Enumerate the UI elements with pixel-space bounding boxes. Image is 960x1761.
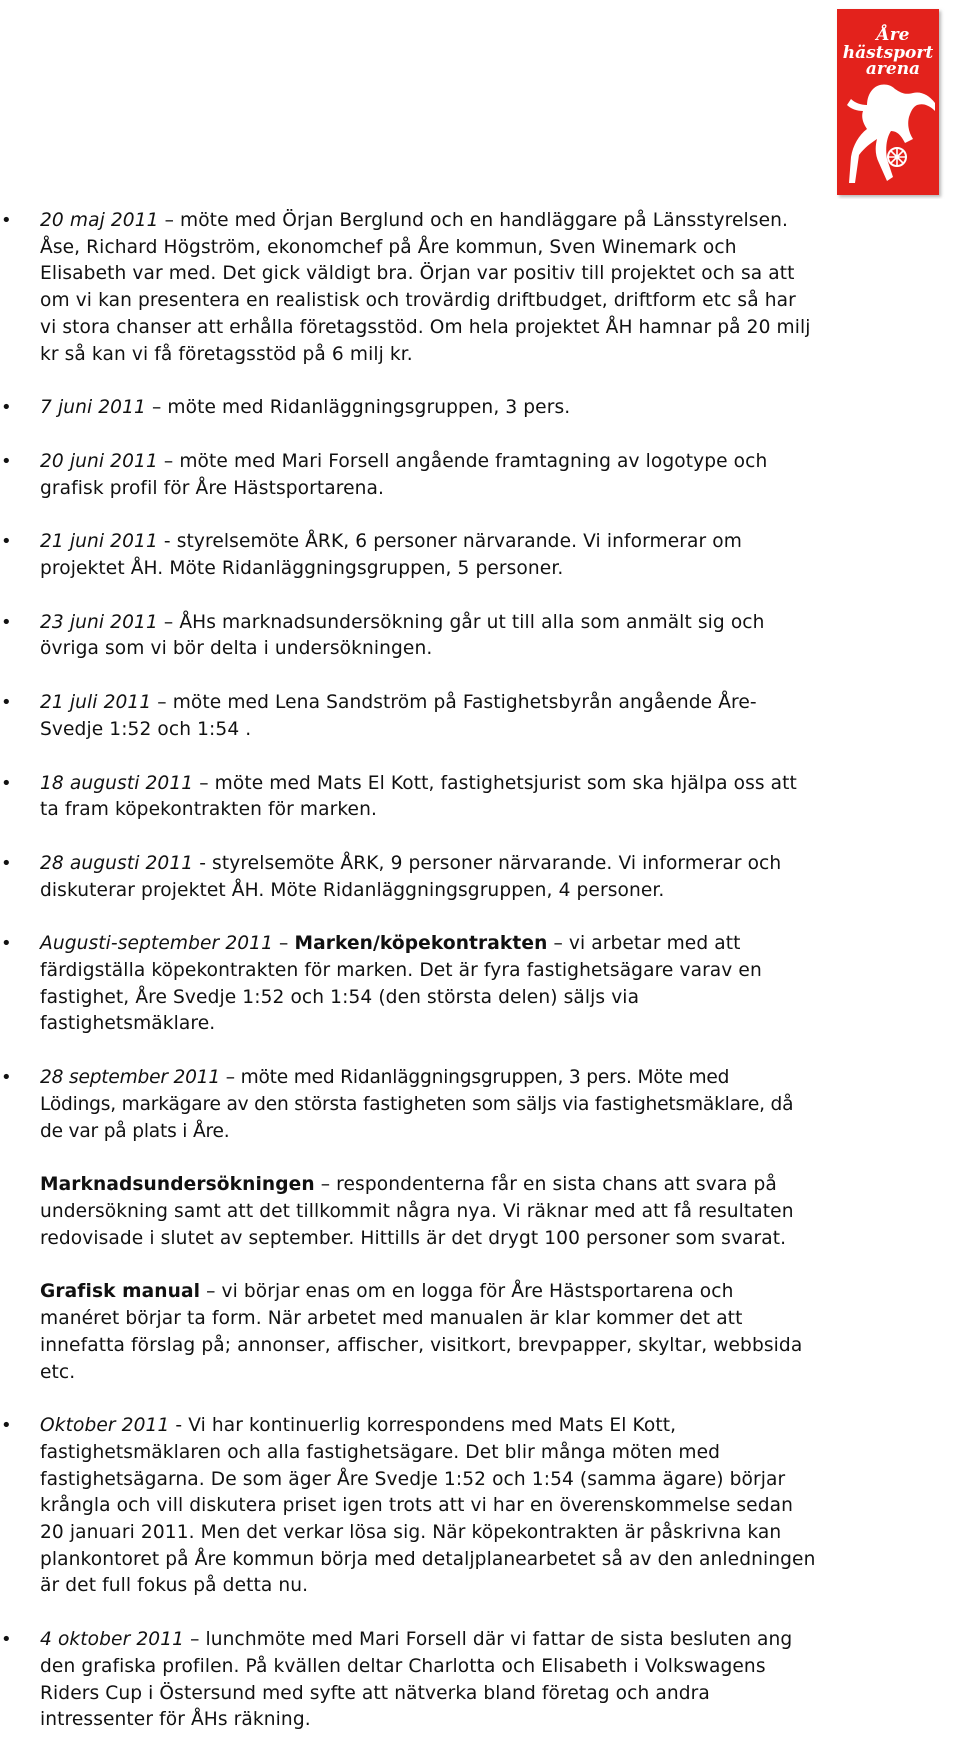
bullet-icon: • — [1, 852, 12, 874]
list-item: • 21 juli 2011 – möte med Lena Sandström på Fastighetsbyrån angående Åre- Svedje 1:52 och 1:54 . — [1, 692, 757, 740]
list-item: • 20 maj 2011 – möte med Örjan Berglund och en handläggare på Länsstyrelsen. Åse, Richard Högström, ekonomchef på Åre kommun, Sven Winemark och Elisabeth var med. Det gick väldigt bra. Örjan var positiv till projektet och sa att om vi kan presentera en realistisk och trovärdig driftbudget, driftform etc så har vi stora chanser att erhålla företagsstöd. Om hela projektet ÅH hamnar på 20 milj kr så kan vi få företagsstöd på 6 milj kr. — [1, 210, 811, 365]
list-item: • 21 juni 2011 - styrelsemöte ÅRK, 6 personer närvarande. Vi informerar om projektet ÅH. Möte Ridanläggningsgruppen, 5 personer. — [1, 531, 742, 580]
item-date: 7 juni 2011 — [40, 397, 146, 419]
svg-text:hästsport: hästsport — [842, 43, 934, 63]
item-date: 20 maj 2011 — [40, 210, 159, 231]
item-date: 4 oktober 2011 — [40, 1629, 185, 1651]
are-hastsport-arena-logo — [835, 7, 945, 199]
bullet-icon: • — [1, 933, 12, 955]
bullet-icon: • — [1, 531, 12, 553]
sub-heading: Marknadsundersökningen — [40, 1174, 315, 1196]
item-date: 21 juni 2011 — [40, 531, 158, 553]
sub-paragraph: Grafisk manual – vi börjar enas om en logga för Åre Hästsportarena och manéret börjar ta form. När arbetet med manualen är klar kommer det att innefatta förslag på; annonser, affischer, visitkort, brevpapper, skyltar, webbsida etc. — [40, 1281, 803, 1383]
list-item: • 28 september 2011 – möte med Ridanläggningsgruppen, 3 pers. Möte med Lödings, markägare av den största fastigheten som säljs via fastighetsmäklare, då de var på plats i Åre. — [1, 1067, 794, 1142]
item-date: 28 september 2011 — [40, 1067, 221, 1089]
list-item: • Oktober 2011 - Vi har kontinuerlig korrespondens med Mats El Kott, fastighetsmäklaren och alla fastighetsägare. Det blir många möten med fastighetsägarna. De som äger Åre Svedje 1:52 och 1:54 (samma ägare) börjar krångla och vill diskutera priset igen trots att vi har en överenskommelse sedan 20 januari 2011. Men det verkar lösa sig. När köpekontrakten är påskrivna kan plankontoret på Åre kommun börja med detaljplanearbetet så av den anledningen är det full fokus på detta nu. — [1, 1415, 816, 1597]
item-date: Oktober 2011 — [40, 1415, 170, 1437]
bullet-icon: • — [1, 611, 12, 633]
svg-text:Åre: Åre — [876, 25, 910, 45]
item-date: 20 juni 2011 — [40, 450, 158, 472]
bullet-icon: • — [1, 1067, 12, 1089]
bullet-icon: • — [1, 692, 12, 714]
bullet-icon: • — [1, 210, 12, 231]
bullet-icon: • — [1, 772, 12, 794]
horse-logo-icon — [835, 7, 945, 199]
list-item: • 18 augusti 2011 – möte med Mats El Kott, fastighetsjurist som ska hjälpa oss att ta fram köpekontrakten för marken. — [1, 772, 797, 821]
bullet-icon: • — [1, 450, 12, 472]
bullet-icon: • — [1, 1415, 12, 1437]
item-date: Augusti-september 2011 — [40, 933, 274, 955]
list-item: • 4 oktober 2011 – lunchmöte med Mari Forsell där vi fattar de sista besluten ang den grafiska profilen. På kvällen deltar Charlotta och Elisabeth i Volkswagens Riders Cup i Östersund med syfte att nätverka bland företag och andra intressenter för ÅHs räkning. — [1, 1629, 793, 1731]
item-heading: Marken/köpekontrakten — [294, 933, 548, 955]
bullet-icon: • — [1, 1629, 12, 1651]
svg-text:arena: arena — [865, 59, 921, 79]
item-date: 21 juli 2011 — [40, 692, 152, 714]
list-item: • Augusti-september 2011 – Marken/köpekontrakten – vi arbetar med att färdigställa köpekontrakten för marken. Det är fyra fastighetsägare varav en fastighet, Åre Svedje 1:52 och 1:54 (den största delen) säljs via fastighetsmäklare. — [1, 933, 762, 1035]
list-item: • 7 juni 2011 – möte med Ridanläggningsgruppen, 3 pers. — [0, 395, 920, 422]
bullet-icon: • — [1, 397, 12, 419]
item-date: 18 augusti 2011 — [40, 772, 194, 794]
list-item: • 23 juni 2011 – ÅHs marknadsundersökning går ut till alla som anmält sig och övriga som vi bör delta i undersökningen. — [1, 611, 765, 660]
sub-heading: Grafisk manual — [40, 1281, 201, 1303]
list-item: • 28 augusti 2011 - styrelsemöte ÅRK, 9 personer närvarande. Vi informerar och diskuterar projektet ÅH. Möte Ridanläggningsgruppen, 4 personer. — [1, 852, 782, 901]
item-date: 23 juni 2011 — [40, 611, 158, 633]
document-body — [0, 208, 960, 1761]
sub-paragraph: Marknadsundersökningen – respondenterna får en sista chans att svara på undersökning samt att det tillkommit några nya. Vi räknar med att få resultaten redovisade i slutet av september. Hittills är det drygt 100 personer som svarat. — [40, 1174, 794, 1249]
item-date: 28 augusti 2011 — [40, 852, 194, 874]
list-item: • 20 juni 2011 – möte med Mari Forsell angående framtagning av logotype och grafisk profil för Åre Hästsportarena. — [1, 450, 768, 499]
